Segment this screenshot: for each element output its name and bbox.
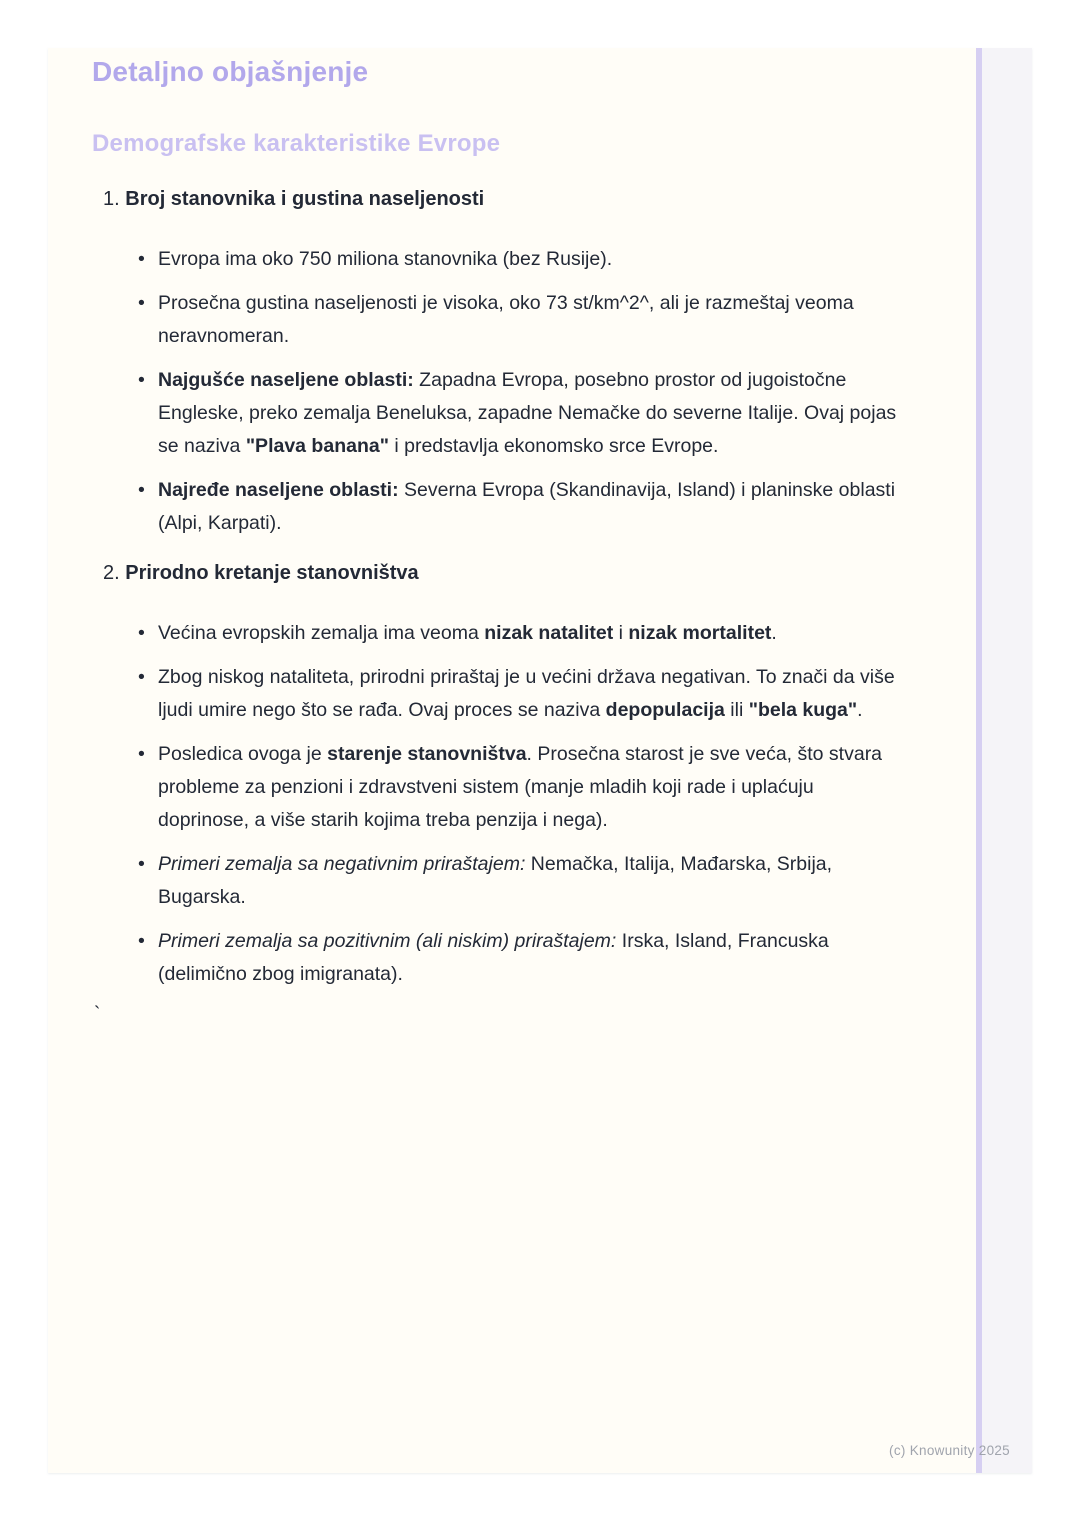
page-edge-strip xyxy=(976,48,1032,1473)
section-title: Prirodno kretanje stanovništva xyxy=(125,562,419,584)
stray-backtick-character: ` xyxy=(94,1004,101,1025)
bullet-list xyxy=(138,617,1032,991)
section-number: 2. xyxy=(103,562,126,584)
bullet-item: • Većina evropskih zemalja ima veoma nizak natalitet i nizak mortalitet. xyxy=(138,617,910,650)
document-page xyxy=(48,48,1032,1473)
document-content xyxy=(48,48,1032,1025)
sections xyxy=(92,188,1032,991)
page-title: Detaljno objašnjenje xyxy=(92,56,369,87)
section-1 xyxy=(103,188,1032,540)
bullet-item: • Najređe naseljene oblasti: Severna Evropa (Skandinavija, Island) i planinske oblasti (Alpi, Karpati). xyxy=(138,474,910,540)
bullet-item: • Primeri zemalja sa pozitivnim (ali niskim) priraštajem: Irska, Island, Francuska (delimično zbog imigranata). xyxy=(138,925,910,991)
bullet-list xyxy=(138,243,1032,540)
bullet-item: • Prosečna gustina naseljenosti je visoka, oko 73 st/km^2^, ali je razmeštaj veoma neravnomeran. xyxy=(138,287,910,353)
bullet-item: • Evropa ima oko 750 miliona stanovnika (bez Rusije). xyxy=(138,243,910,276)
bullet-item: • Najgušće naseljene oblasti: Zapadna Evropa, posebno prostor od jugoistočne Engleske, preko zemalja Beneluksa, zapadne Nemačke do severne Italije. Ovaj pojas se naziva "Plava banana" i predstavlja ekonomsko srce Evrope. xyxy=(138,364,910,463)
page-subtitle: Demografske karakteristike Evrope xyxy=(92,130,501,157)
section-number: 1. xyxy=(103,188,126,210)
bullet-item: • Zbog niskog nataliteta, prirodni priraštaj je u većini država negativan. To znači da više ljudi umire nego što se rađa. Ovaj proces se naziva depopulacija ili "bela kuga". xyxy=(138,661,910,727)
section-2 xyxy=(103,562,1032,991)
bullet-item: • Posledica ovoga je starenje stanovništva. Prosečna starost je sve veća, što stvara probleme za penzioni i zdravstveni sistem (manje mladih koji rade i uplaćuju doprinose, a više starih kojima treba penzija i nega). xyxy=(138,738,910,837)
section-heading xyxy=(103,562,1032,584)
bullet-item: • Primeri zemalja sa negativnim priraštajem: Nemačka, Italija, Mađarska, Srbija, Bugarska. xyxy=(138,848,910,914)
section-title: Broj stanovnika i gustina naseljenosti xyxy=(125,188,485,210)
section-heading xyxy=(103,188,1032,210)
copyright-footer: (c) Knowunity 2025 xyxy=(889,1443,1010,1458)
